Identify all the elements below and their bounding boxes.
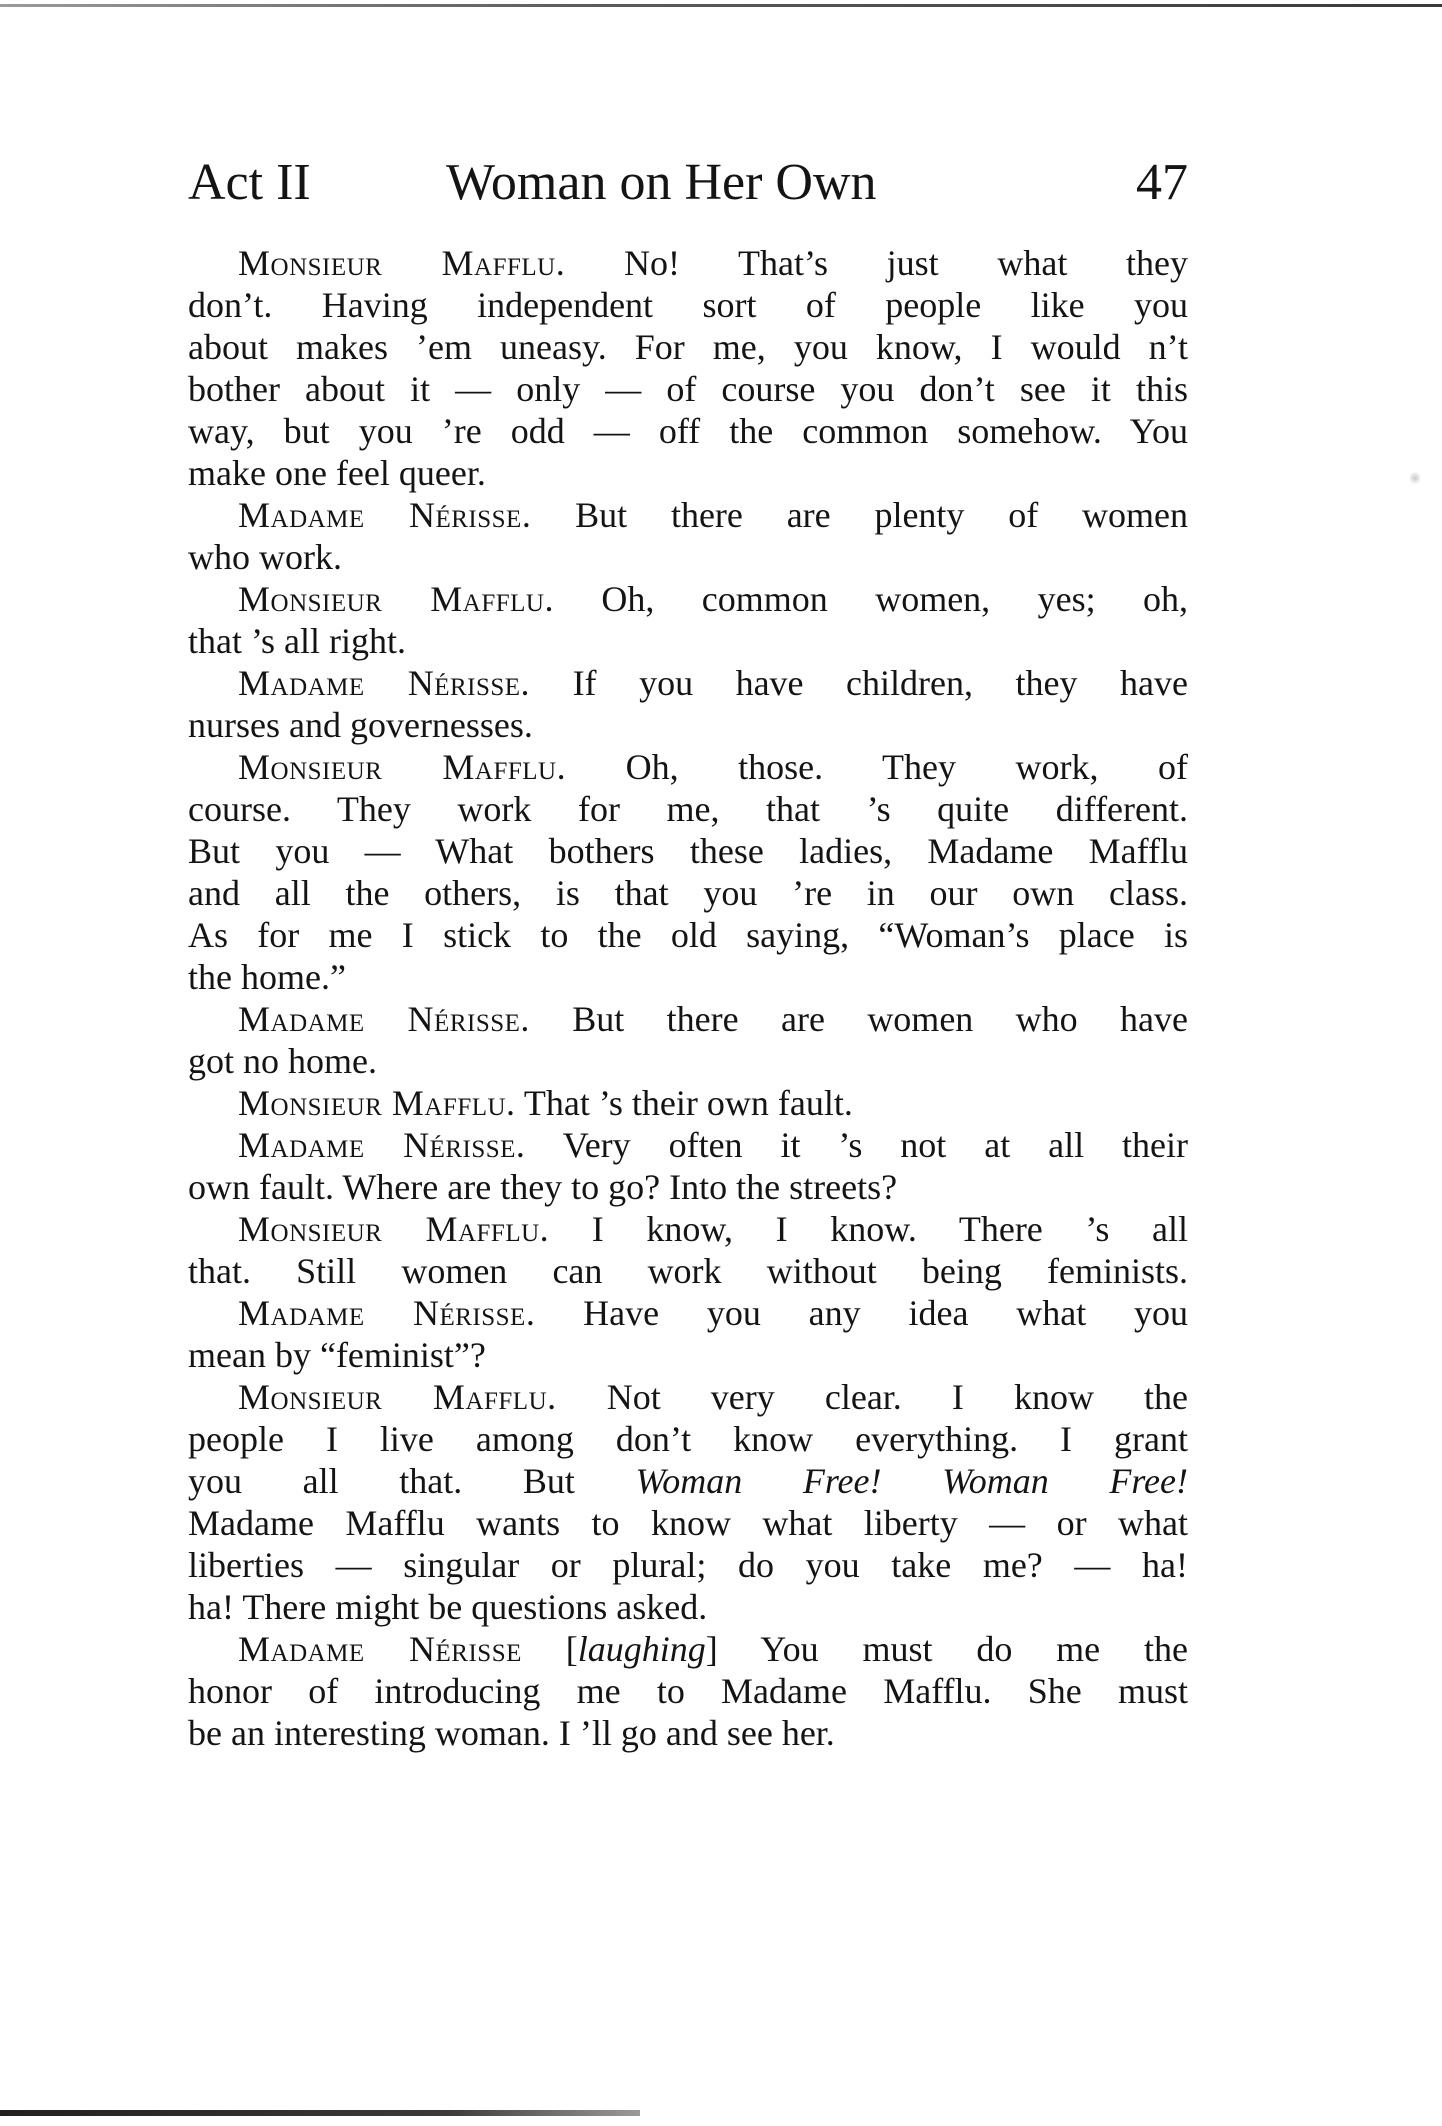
text-line <box>188 284 1188 326</box>
line-text: the home.” <box>188 957 346 997</box>
line-text: way, but you ’re odd — off the common somehow. You <box>188 411 1188 451</box>
line-text: that. Still women can work without being feminists. <box>188 1251 1188 1291</box>
line-text: course. They work for me, that ’s quite different. <box>188 789 1188 829</box>
line-text: who work. <box>188 537 342 577</box>
line-text-pre: [ <box>521 1629 578 1669</box>
text-line <box>188 368 1188 410</box>
speaker-name: Madame Nérisse. <box>238 495 532 535</box>
text-line <box>188 1418 1188 1460</box>
running-header <box>188 148 1188 218</box>
line-text: make one feel queer. <box>188 453 486 493</box>
text-line <box>188 1544 1188 1586</box>
header-act: Act II <box>188 154 311 211</box>
text-line <box>188 1586 1188 1628</box>
speech-line-with-speaker <box>188 1124 1188 1166</box>
text-line <box>188 1670 1188 1712</box>
line-text: don’t. Having independent sort of people like you <box>188 285 1188 325</box>
line-text: and all the others, is that you ’re in our own class. <box>188 873 1188 913</box>
speech-line-with-speaker <box>188 578 1188 620</box>
speech-line-with-speaker <box>188 1082 1188 1124</box>
top-edge-rule <box>0 4 1442 7</box>
speaker-name: Madame Nérisse. <box>238 999 530 1039</box>
text-line <box>188 410 1188 452</box>
speech-line-with-speaker <box>188 998 1188 1040</box>
text-line <box>188 830 1188 872</box>
page-number: 47 <box>1136 154 1188 211</box>
line-text: that ’s all right. <box>188 621 406 661</box>
line-text: liberties — singular or plural; do you take me? — ha! <box>188 1545 1188 1585</box>
text-line <box>188 956 1188 998</box>
line-text: ha! There might be questions asked. <box>188 1587 708 1627</box>
text-line <box>188 704 1188 746</box>
speech-line-with-speaker <box>188 1292 1188 1334</box>
line-text-pre: you all that. But <box>188 1461 636 1501</box>
text-line <box>188 620 1188 662</box>
line-text: about makes ’em uneasy. For me, you know, I would n’t <box>188 327 1188 367</box>
line-text: Madame Mafflu wants to know what liberty — or what <box>188 1503 1188 1543</box>
line-text: Very often it ’s not at all their <box>525 1125 1188 1165</box>
speech-line-with-speaker <box>188 1376 1188 1418</box>
line-text: people I live among don’t know everything. I grant <box>188 1419 1188 1459</box>
line-text: bother about it — only — of course you don’t see it this <box>188 369 1188 409</box>
italic-text: laughing <box>577 1629 706 1669</box>
line-text: ] You must do me the <box>705 1629 1188 1669</box>
line-text: But there are women who have <box>529 999 1188 1039</box>
line-text: be an interesting woman. I ’ll go and see her. <box>188 1713 835 1753</box>
text-line <box>188 536 1188 578</box>
speaker-name: Madame Nérisse. <box>238 1293 536 1333</box>
line-text: But you — What bothers these ladies, Madame Mafflu <box>188 831 1188 871</box>
line-text: As for me I stick to the old saying, “Woman’s place is <box>188 915 1188 955</box>
line-text: No! That’s just what they <box>565 243 1189 283</box>
header-title: Woman on Her Own <box>446 154 877 211</box>
line-text: own fault. Where are they to go? Into the streets? <box>188 1167 898 1207</box>
text-line <box>188 1040 1188 1082</box>
line-text: But there are plenty of women <box>531 495 1188 535</box>
line-text: nurses and governesses. <box>188 705 533 745</box>
speaker-name: Monsieur Mafflu. <box>238 747 567 787</box>
line-text: honor of introducing me to Madame Mafflu. She must <box>188 1671 1188 1711</box>
speech-line-with-speaker <box>188 1208 1188 1250</box>
line-text: got no home. <box>188 1041 377 1081</box>
speaker-name: Madame Nérisse. <box>238 663 531 703</box>
text-line <box>188 788 1188 830</box>
line-text: Oh, those. They work, of <box>566 747 1189 787</box>
bottom-edge-rule <box>0 2110 640 2116</box>
speech-line-with-speaker <box>188 494 1188 536</box>
speech-line-with-speaker <box>188 242 1188 284</box>
text-line <box>188 452 1188 494</box>
speaker-name: Monsieur Mafflu. <box>238 1377 557 1417</box>
paper-speck <box>1410 470 1420 486</box>
speaker-name: Monsieur Mafflu. <box>238 1209 550 1249</box>
line-text: That ’s their own fault. <box>515 1083 853 1123</box>
text-line <box>188 1334 1188 1376</box>
line-text: I know, I know. There ’s all <box>549 1209 1188 1249</box>
italic-text: Woman Free! Woman Free! <box>635 1461 1188 1501</box>
speech-line-with-speaker <box>188 1628 1188 1670</box>
line-text: mean by “feminist”? <box>188 1335 486 1375</box>
text-line <box>188 1250 1188 1292</box>
speech-line-with-speaker <box>188 746 1188 788</box>
speaker-name: Monsieur Mafflu. <box>238 579 554 619</box>
speaker-name: Madame Nérisse <box>238 1629 522 1669</box>
speaker-name: Monsieur Mafflu. <box>238 1083 516 1123</box>
speaker-name: Madame Nérisse. <box>238 1125 526 1165</box>
text-line <box>188 914 1188 956</box>
line-text: If you have children, they have <box>530 663 1188 703</box>
text-line <box>188 1712 1188 1754</box>
text-line <box>188 872 1188 914</box>
text-line <box>188 1502 1188 1544</box>
text-line <box>188 326 1188 368</box>
line-text: Oh, common women, yes; oh, <box>553 579 1189 619</box>
text-line <box>188 1166 1188 1208</box>
text-line <box>188 1460 1188 1502</box>
play-text <box>188 242 1188 1754</box>
line-text: Have you any idea what you <box>535 1293 1188 1333</box>
line-text: Not very clear. I know the <box>556 1377 1189 1417</box>
speaker-name: Monsieur Mafflu. <box>238 243 566 283</box>
speech-line-with-speaker <box>188 662 1188 704</box>
